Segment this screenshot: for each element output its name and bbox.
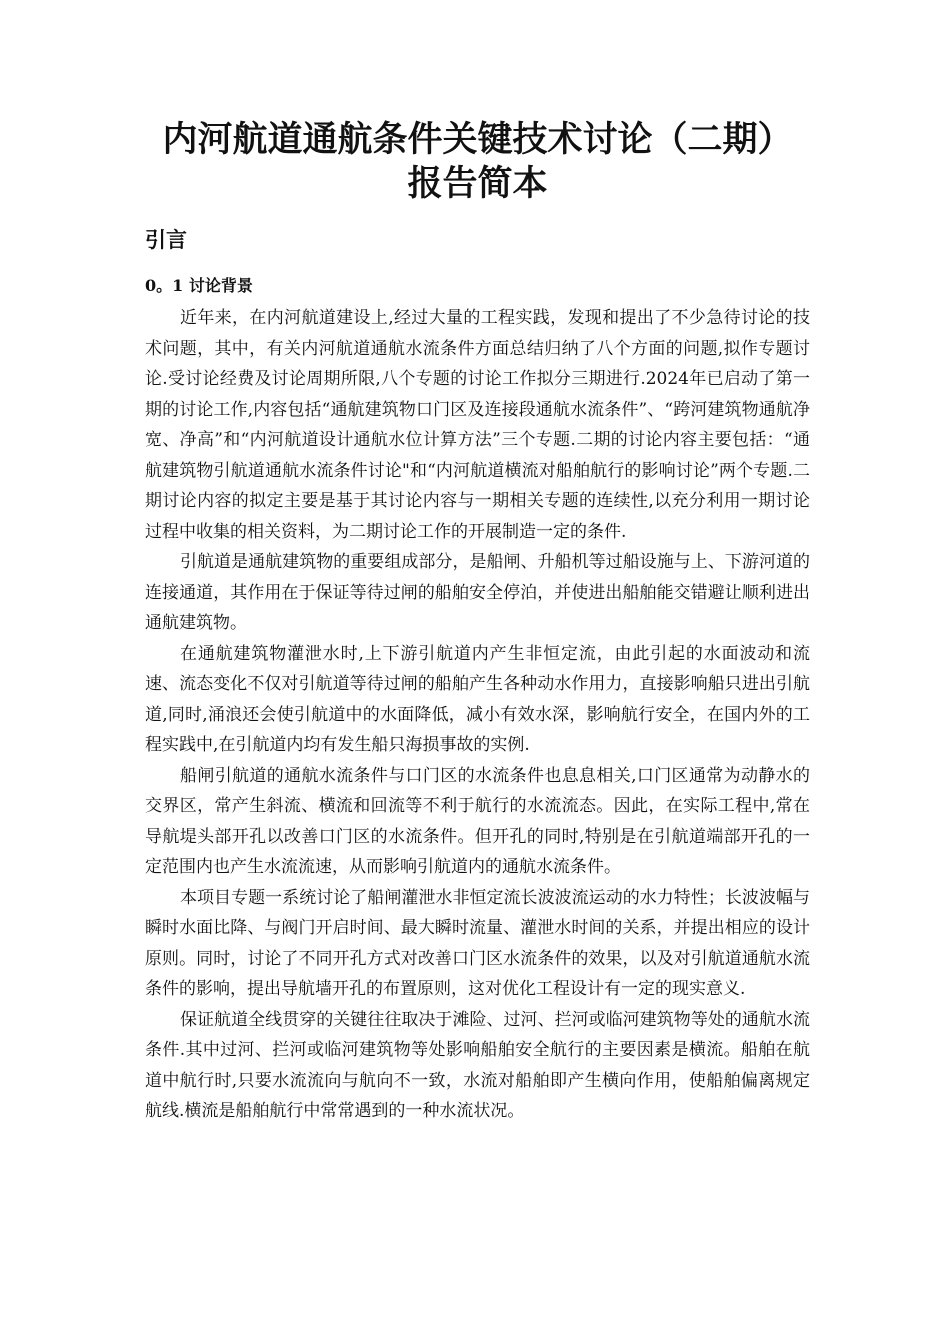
paragraph: 本项目专题一系统讨论了船闸灌泄水非恒定流长波波流运动的水力特性；长波波幅与瞬时水面比降、与阀门开启时间、最大瞬时流量、灌泄水时间的关系，并提出相应的设计原则。同时，讨论了不同开孔方式对改善口门区水流条件的效果，以及对引航道通航水流条件的影响，提出导航墙开孔的布置原则，这对优化工程设计有一定的现实意义. <box>145 887 810 999</box>
document-page <box>145 118 810 1127</box>
section-heading: 0。1 讨论背景 <box>145 276 253 295</box>
body-text <box>145 303 810 1127</box>
paragraph: 保证航道全线贯穿的关键往往取决于滩险、过河、拦河或临河建筑物等处的通航水流条件.其中过河、拦河或临河建筑物等处影响船舶安全航行的主要因素是横流。船舶在航道中航行时,只要水流流向与航向不一致，水流对船舶即产生横向作用，使船舶偏离规定航线.横流是船舶航行中常常遇到的一种水流状况。 <box>145 1009 810 1121</box>
document-title <box>145 118 810 206</box>
paragraph: 近年来，在内河航道建设上,经过大量的工程实践，发现和提出了不少急待讨论的技术问题，其中，有关内河航道通航水流条件方面总结归纳了八个方面的问题,拟作专题讨论.受讨论经费及讨论周期所限,八个专题的讨论工作拟分三期进行.2024年已启动了第一期的讨论工作,内容包括“通航建筑物口门区及连接段通航水流条件”、“跨河建筑物通航净宽、净高”和“内河航道设计通航水位计算方法”三个专题.二期的讨论内容主要包括：“通航建筑物引航道通航水流条件讨论"和“内河航道横流对船舶航行的影响讨论”两个专题.二期讨论内容的拟定主要是基于其讨论内容与一期相关专题的连续性,以充分利用一期讨论过程中收集的相关资料，为二期讨论工作的开展制造一定的条件. <box>145 308 810 542</box>
paragraph: 船闸引航道的通航水流条件与口门区的水流条件也息息相关,口门区通常为动静水的交界区，常产生斜流、横流和回流等不利于航行的水流流态。因此，在实际工程中,常在导航堤头部开孔以改善口门区的水流条件。但开孔的同时,特别是在引航道端部开孔的一定范围内也产生水流流速，从而影响引航道内的通航水流条件。 <box>145 765 810 877</box>
document-title-line-2: 报告简本 <box>407 163 548 204</box>
document-title-line-1: 内河航道通航条件关键技术讨论（二期） <box>162 119 793 160</box>
paragraph: 在通航建筑物灌泄水时,上下游引航道内产生非恒定流，由此引起的水面波动和流速、流态变化不仅对引航道等待过闸的船舶产生各种动水作用力，直接影响船只进出引航道,同时,涌浪还会使引航道中的水面降低，减小有效水深，影响航行安全，在国内外的工程实践中,在引航道内均有发生船只海损事故的实例. <box>145 643 810 755</box>
paragraph: 引航道是通航建筑物的重要组成部分，是船闸、升船机等过船设施与上、下游河道的连接通道，其作用在于保证等待过闸的船舶安全停泊，并使进出船舶能交错避让顺利进出通航建筑物。 <box>145 552 810 633</box>
intro-heading: 引言 <box>145 227 187 252</box>
